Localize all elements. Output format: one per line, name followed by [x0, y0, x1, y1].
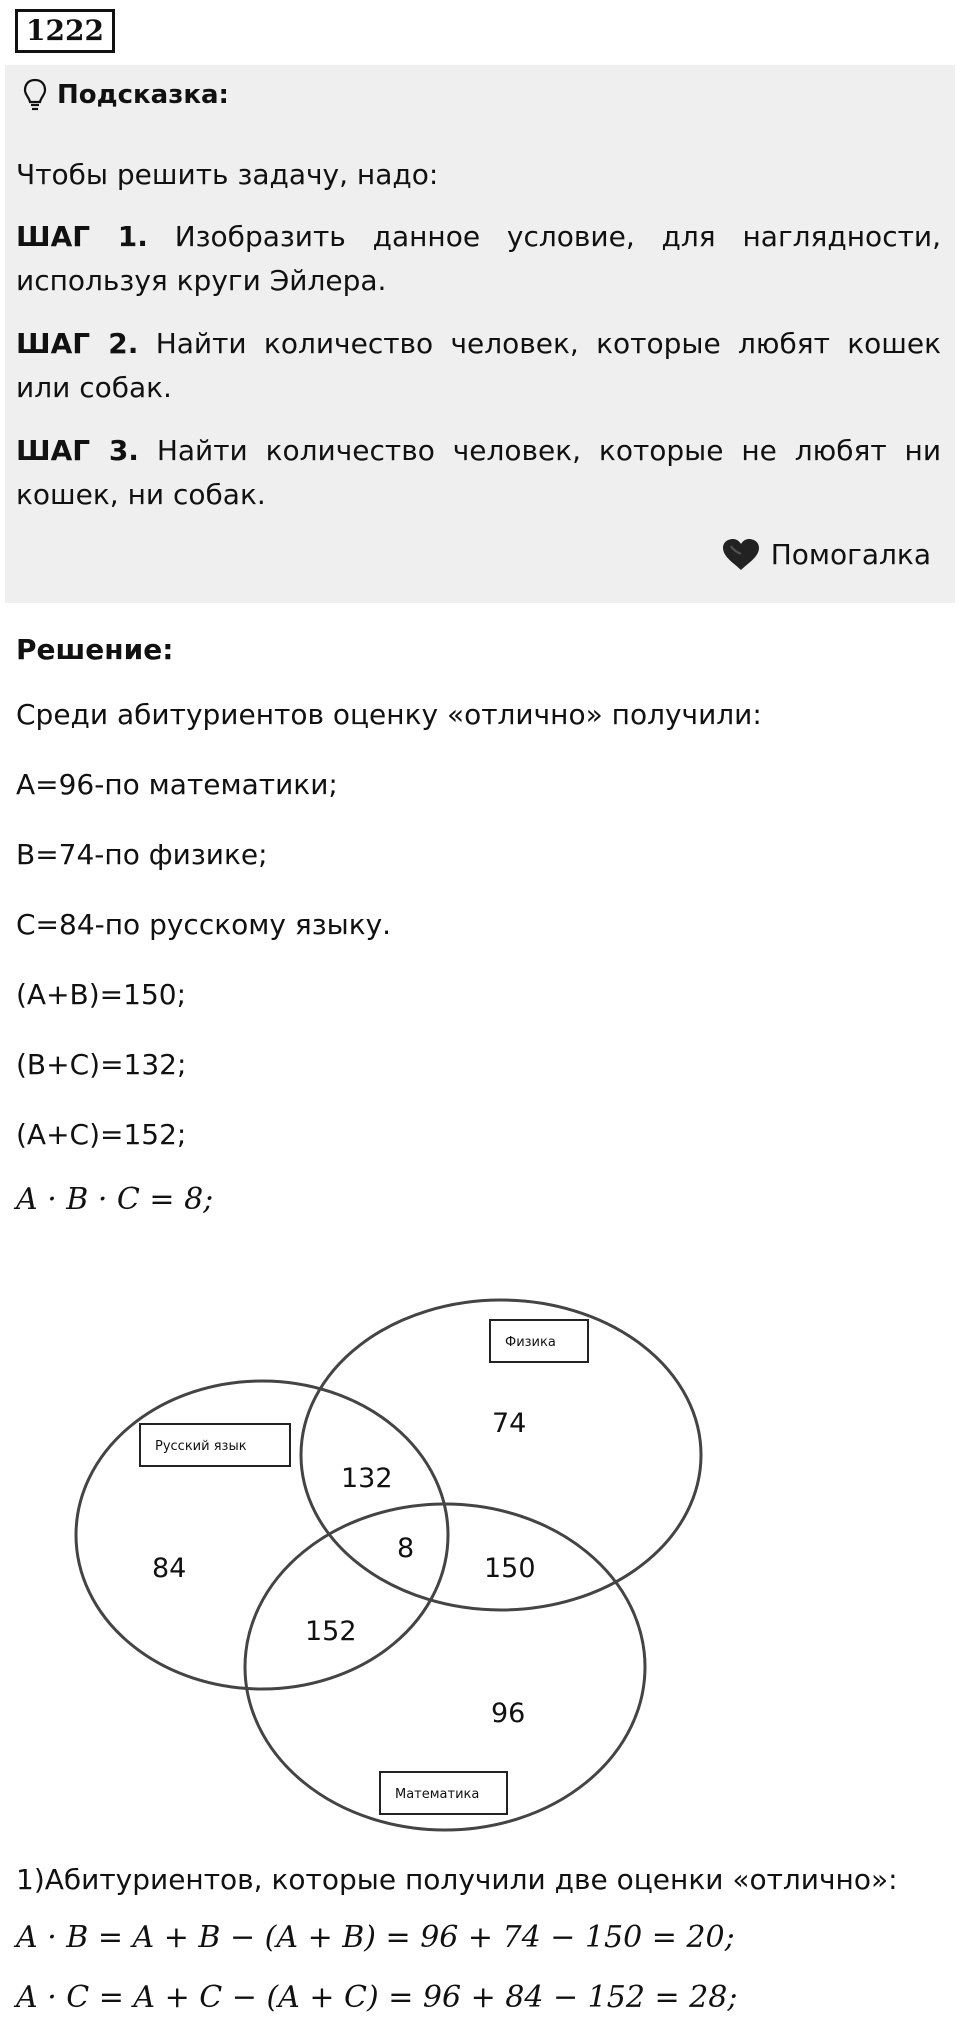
hint-step-3: [16, 429, 941, 517]
venn-diagram: [0, 1290, 960, 1840]
solution-intro: Среди абитуриентов оценку «отлично» получили:: [16, 698, 762, 731]
formula-abc: A · B · C = 8;: [16, 1182, 214, 1217]
solution-line-c: C=84-по русскому языку.: [16, 908, 392, 941]
helper-link[interactable]: [721, 535, 931, 575]
label-math: Математика: [395, 1787, 480, 1802]
hint-step-2-text: Найти количество человек, которые любят кошек или собак.: [16, 327, 941, 404]
label-physics: Физика: [505, 1335, 556, 1350]
lightbulb-icon: [23, 78, 47, 112]
solution-line-ab: (A+B)=150;: [16, 978, 187, 1011]
hint-step-1: [16, 215, 941, 303]
value-physics-only: 74: [492, 1408, 527, 1439]
hint-intro: Чтобы решить задачу, надо:: [16, 158, 439, 191]
hint-box: [5, 65, 955, 603]
hint-step-2: [16, 322, 941, 410]
hint-step-1-text: Изобразить данное условие, для наглядности, используя круги Эйлера.: [16, 220, 941, 297]
value-physics-russian: 132: [341, 1463, 393, 1494]
task-number: 1222: [15, 9, 115, 53]
value-math-only: 96: [491, 1698, 526, 1729]
step1-text: 1)Абитуриентов, которые получили две оценки «отлично»:: [16, 1863, 898, 1896]
hint-step-2-label: ШАГ 2.: [16, 327, 139, 360]
solution-line-b: B=74-по физике;: [16, 838, 268, 871]
solution-line-ac: (A+C)=152;: [16, 1118, 187, 1151]
hint-step-3-label: ШАГ 3.: [16, 434, 139, 467]
value-physics-math: 150: [484, 1553, 536, 1584]
hint-step-1-label: ШАГ 1.: [16, 220, 148, 253]
value-center: 8: [397, 1533, 415, 1564]
value-russian-only: 84: [152, 1553, 187, 1584]
hint-step-3-text: Найти количество человек, которые не любят ни кошек, ни собак.: [16, 434, 942, 511]
helper-label: Помогалка: [770, 538, 931, 571]
formula-ab: A · B = A + B − (A + B) = 96 + 74 − 150 = 20;: [16, 1920, 735, 1955]
hint-title-text: Подсказка:: [57, 80, 229, 110]
hint-title: [23, 75, 229, 115]
label-russian: Русский язык: [155, 1439, 247, 1454]
formula-ac: A · C = A + C − (A + C) = 96 + 84 − 152 = 28;: [16, 1980, 738, 2015]
value-russian-math: 152: [305, 1616, 357, 1647]
solution-line-a: A=96-по математики;: [16, 768, 338, 801]
heart-icon: [721, 538, 761, 572]
solution-line-bc: (B+C)=132;: [16, 1048, 187, 1081]
solution-title: Решение:: [16, 633, 174, 666]
